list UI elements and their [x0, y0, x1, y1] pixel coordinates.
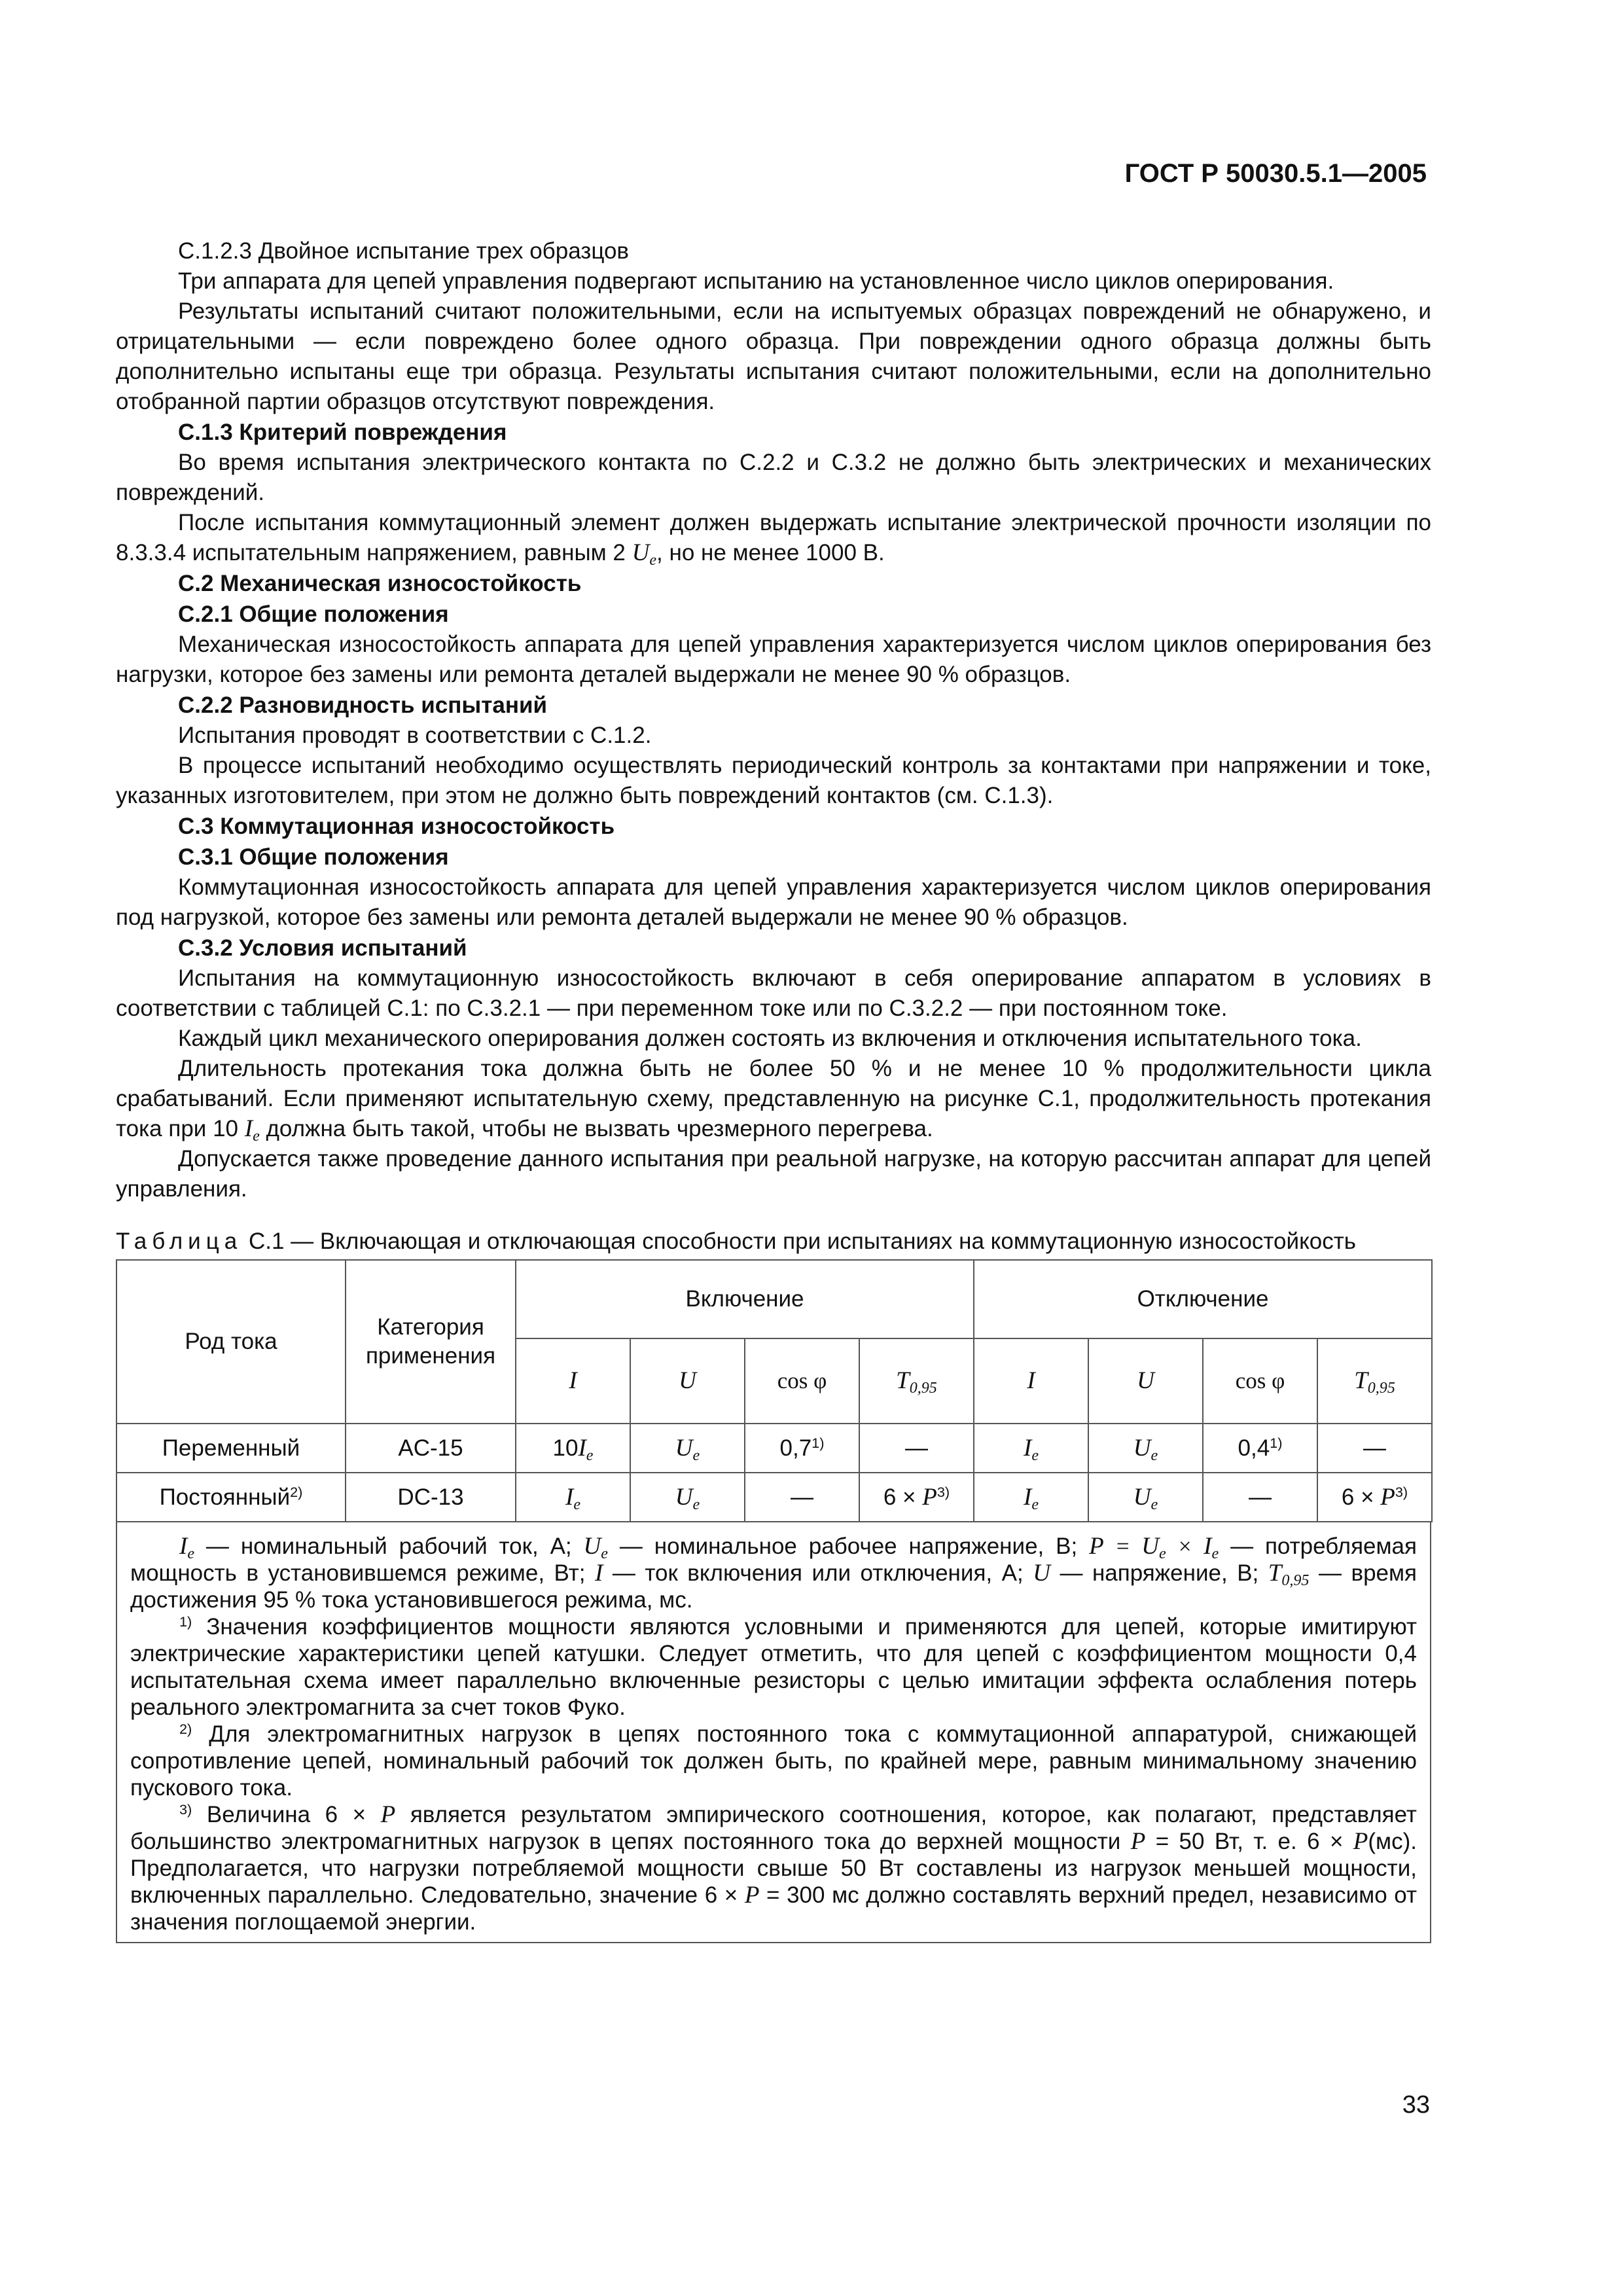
cell-off-T: — [1317, 1424, 1432, 1473]
header-category: Категория применения [346, 1260, 516, 1424]
heading-c21: С.2.1 Общие положения [178, 601, 449, 627]
cell-category: AC-15 [346, 1424, 516, 1473]
heading-c22: С.2.2 Разновидность испытаний [178, 692, 548, 718]
symbol-Ue: $U_e$ [632, 539, 657, 569]
heading-c32: С.3.2 Условия испытаний [178, 935, 467, 961]
cell-on-cos: 0,7$^{1)}$ [745, 1424, 859, 1473]
table-caption [116, 1228, 1431, 1255]
header-on-cos: cos φ [745, 1338, 859, 1424]
header-group-off: Отключение [974, 1260, 1432, 1338]
paragraph: Три аппарата для цепей управления подвергают испытанию на установленное число циклов оперирования. [178, 268, 1334, 294]
table-row [116, 1424, 1432, 1473]
paragraph: Механическая износостойкость аппарата для цепей управления характеризуется числом циклов оперирования без нагрузки, которое без замены или ремонта деталей выдержали не менее 90 % образцов. [116, 632, 1431, 687]
symbol-Ie: $I_e$ [244, 1115, 260, 1145]
table-caption-label: Таблица [116, 1229, 243, 1254]
document-header: ГОСТ Р 50030.5.1—2005 [1124, 159, 1427, 188]
heading-c3: С.3 Коммутационная износостойкость [178, 814, 615, 839]
cell-off-I: $I_e$ [974, 1473, 1088, 1522]
table-row [116, 1473, 1432, 1522]
cell-on-cos: — [745, 1473, 859, 1522]
page-content [116, 236, 1431, 1943]
page-number: 33 [1402, 2091, 1430, 2119]
cell-category: DC-13 [346, 1473, 516, 1522]
cell-on-I: $I_e$ [516, 1473, 630, 1522]
heading-c2: С.2 Механическая износостойкость [178, 571, 582, 596]
cell-off-cos: 0,4$^{1)}$ [1203, 1424, 1317, 1473]
cell-off-I: $I_e$ [974, 1424, 1088, 1473]
cell-on-I: $10I_e$ [516, 1424, 630, 1473]
header-current-kind: Род тока [116, 1260, 346, 1424]
cell-off-U: $U_e$ [1088, 1424, 1203, 1473]
cell-off-cos: — [1203, 1473, 1317, 1522]
heading-c123: С.1.2.3 Двойное испытание трех образцов [178, 238, 630, 264]
paragraph: В процессе испытаний необходимо осуществлять периодический контроль за контактами при напряжении и токе, указанных изготовителем, при этом не должно быть повреждений контактов (см. С.1.3). [116, 753, 1431, 808]
switching-capacity-table [116, 1259, 1433, 1522]
paragraph: Испытания на коммутационную износостойкость включают в себя оперирование аппаратом в условиях в соответствии с таблицей С.1: по С.3.2.1 — при переменном токе или по С.3.2.2 — при постоянном токе. [116, 965, 1431, 1021]
footnote-1: $^{1)}$ Значения коэффициентов мощности являются условными и применяются для цепей, которые имитируют электрические характеристики цепей катушки. Следует отметить, что для цепей с коэффициентом мощности 0,4 испытательная схема имеет параллельно включенные резисторы с целью имитации эффекта ослабления потерь реального электромагнита за счет токов Фуко. [130, 1613, 1417, 1720]
paragraph: Допускается также проведение данного испытания при реальной нагрузке, на которую рассчитан аппарат для цепей управления. [116, 1146, 1431, 1202]
heading-c31: С.3.1 Общие положения [178, 844, 449, 870]
header-on-I: I [516, 1338, 630, 1424]
cell-on-U: $U_e$ [630, 1424, 745, 1473]
paragraph: Испытания проводят в соответствии с С.1.2. [178, 723, 652, 748]
table-notes [116, 1522, 1431, 1943]
paragraph: Во время испытания электрического контакта по С.2.2 и С.3.2 не должно быть электрических и механических повреждений. [116, 450, 1431, 505]
header-on-U: U [630, 1338, 745, 1424]
notation-legend: $I_e$ — номинальный рабочий ток, А; $U_e$ — номинальное рабочее напряжение, В; $P = U_e \times I_e$ — потребляемая мощность в установившемся режиме, Вт; I — ток включения или отключения, А; U — напряжение, В; $T_{0,95}$ — время достижения 95 % тока установившегося режима, мс. [130, 1533, 1418, 1613]
paragraph: Коммутационная износостойкость аппарата для цепей управления характеризуется числом циклов оперирования под нагрузкой, которое без замены или ремонта деталей выдержали не менее 90 % образцов. [116, 874, 1431, 930]
footnote-3: $^{3)}$ Величина 6 × P является результатом эмпирического соотношения, которое, как полагают, представляет большинство электромагнитных нагрузок в цепях постоянного тока до верхней мощности P = 50 Вт, т. е. 6 × P(мс). Предполагается, что нагрузки потребляемой мощности свыше 50 Вт составлены из нагрузок меньшей мощности, включенных параллельно. Следовательно, значение 6 × P = 300 мс должно составлять верхний предел, независимо от значения поглощаемой энергии. [130, 1801, 1418, 1935]
paragraph: Результаты испытаний считают положительными, если на испытуемых образцах повреждений не обнаружено, и отрицательными — если повреждено более одного образца. При повреждении одного образца должны быть дополнительно испытаны еще три образца. Результаты испытания считают положительными, если на дополнительно отобранной партии образцов отсутствуют повреждения. [116, 298, 1431, 414]
footnote-2: $^{2)}$ Для электромагнитных нагрузок в цепях постоянного тока с коммутационной аппаратурой, снижающей сопротивление цепей, номинальный рабочий ток должен быть, по крайней мере, равным минимальному значению пускового тока. [130, 1721, 1417, 1801]
paragraph: Длительность протекания тока должна быть не более 50 % и не менее 10 % продолжительности цикла срабатываний. Если применяют испытательную схему, представленную на рисунке С.1, продолжительность протекания тока при 10 $I_e$ должна быть такой, чтобы не вызвать чрезмерного перегрева. [116, 1056, 1431, 1145]
cell-on-T: — [859, 1424, 974, 1473]
cell-on-U: $U_e$ [630, 1473, 745, 1522]
cell-kind: Постоянный$^{2)}$ [116, 1473, 346, 1522]
header-off-T: $T_{0,95}$ [1317, 1338, 1432, 1424]
header-off-U: U [1088, 1338, 1203, 1424]
header-group-on: Включение [516, 1260, 974, 1338]
header-on-T: $T_{0,95}$ [859, 1338, 974, 1424]
table-caption-text: С.1 — Включающая и отключающая способности при испытаниях на коммутационную износостойкость [248, 1229, 1356, 1254]
header-off-I: I [974, 1338, 1088, 1424]
cell-off-T: $6 \times P^{3)}$ [1317, 1473, 1432, 1522]
cell-off-U: $U_e$ [1088, 1473, 1203, 1522]
paragraph: Каждый цикл механического оперирования должен состоять из включения и отключения испытательного тока. [178, 1026, 1362, 1051]
cell-on-T: $6 \times P^{3)}$ [859, 1473, 974, 1522]
header-off-cos: cos φ [1203, 1338, 1317, 1424]
cell-kind: Переменный [116, 1424, 346, 1473]
heading-c13: С.1.3 Критерий повреждения [178, 420, 507, 445]
paragraph: После испытания коммутационный элемент должен выдержать испытание электрической прочности изоляции по 8.3.3.4 испытательным напряжением, равным 2 $U_e$, но не менее 1000 В. [116, 510, 1431, 569]
